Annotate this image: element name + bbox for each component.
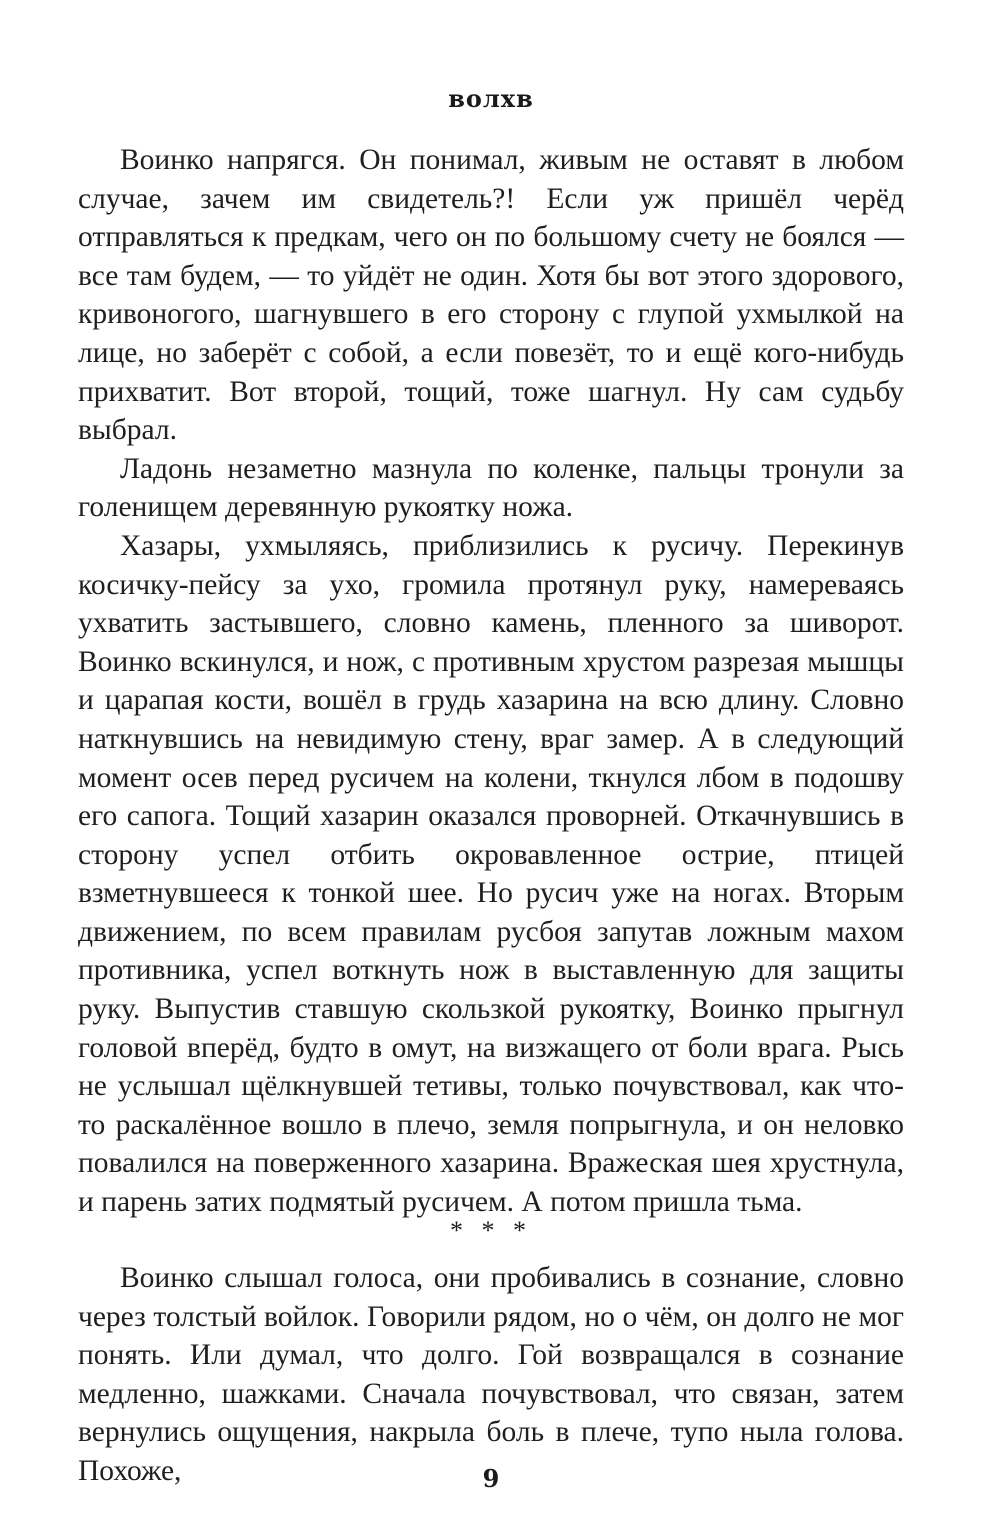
- page-number: 9: [482, 1464, 500, 1493]
- running-head: волхв: [448, 84, 534, 113]
- main-text: [78, 141, 904, 1222]
- paragraph: Ладонь незаметно мазнула по коленке, пальцы тронули за голенищем деревянную рукоятку ножа.: [78, 452, 904, 524]
- section-break: * * *: [450, 1216, 532, 1245]
- paragraph: Воинко слышал голоса, они пробивались в сознание, словно через толстый войлок. Говорили рядом, но о чём, он долго не мог понять. Или думал, что долго. Гой возвращался в сознание медленно, шажками. Сначала почувствовал, что связан, затем вернулись ощущения, накрыла боль в плече, тупо ныла голова. Похоже,: [78, 1262, 904, 1487]
- paragraph: Хазары, ухмыляясь, приблизились к русичу. Перекинув косичку-пейсу за ухо, громила протянул руку, намереваясь ухватить застывшего, словно камень, пленного за шиворот. Воинко вскинулся, и нож, с противным хрустом разрезая мышцы и царапая кости, вошёл в грудь хазарина на всю длину. Словно наткнувшись на невидимую стену, враг замер. А в следующий момент осев перед русичем на колени, ткнулся лбом в подошву его сапога. Тощий хазарин оказался проворней. Откачнувшись в сторону успел отбить окровавленное острие, птицей взметнувшееся к тонкой шее. Но русич уже на ногах. Вторым движением, по всем правилам русбоя запутав ложным махом противника, успел воткнуть нож в выставленную для защиты руку. Выпустив ставшую скользкой рукоятку, Воинко прыгнул головой вперёд, будто в омут, на визжащего от боли врага. Рысь не услышал щёлкнувшей тетивы, только почувствовал, как что-то раскалённое вошло в плечо, земля попрыгнула, и он неловко повалился на поверженного хазарина. Вражеская шея хрустнула, и парень затих подмятый русичем. А потом пришла тьма.: [78, 529, 904, 1219]
- paragraph: Воинко напрягся. Он понимал, живым не оставят в любом случае, зачем им свидетель?! Если уж пришёл черёд отправляться к предкам, чего он по большому счету не боялся — все там будем, — то уйдёт не один. Хотя бы вот этого здорового, кривоногого, шагнувшего в его сторону с глупой ухмылкой на лице, но заберёт с собой, а если повезёт, то и ещё кого-нибудь прихватит. Вот второй, тощий, тоже шагнул. Ну сам судьбу выбрал.: [78, 144, 904, 447]
- main-text-continued: [78, 1259, 904, 1491]
- book-page: [78, 0, 904, 1537]
